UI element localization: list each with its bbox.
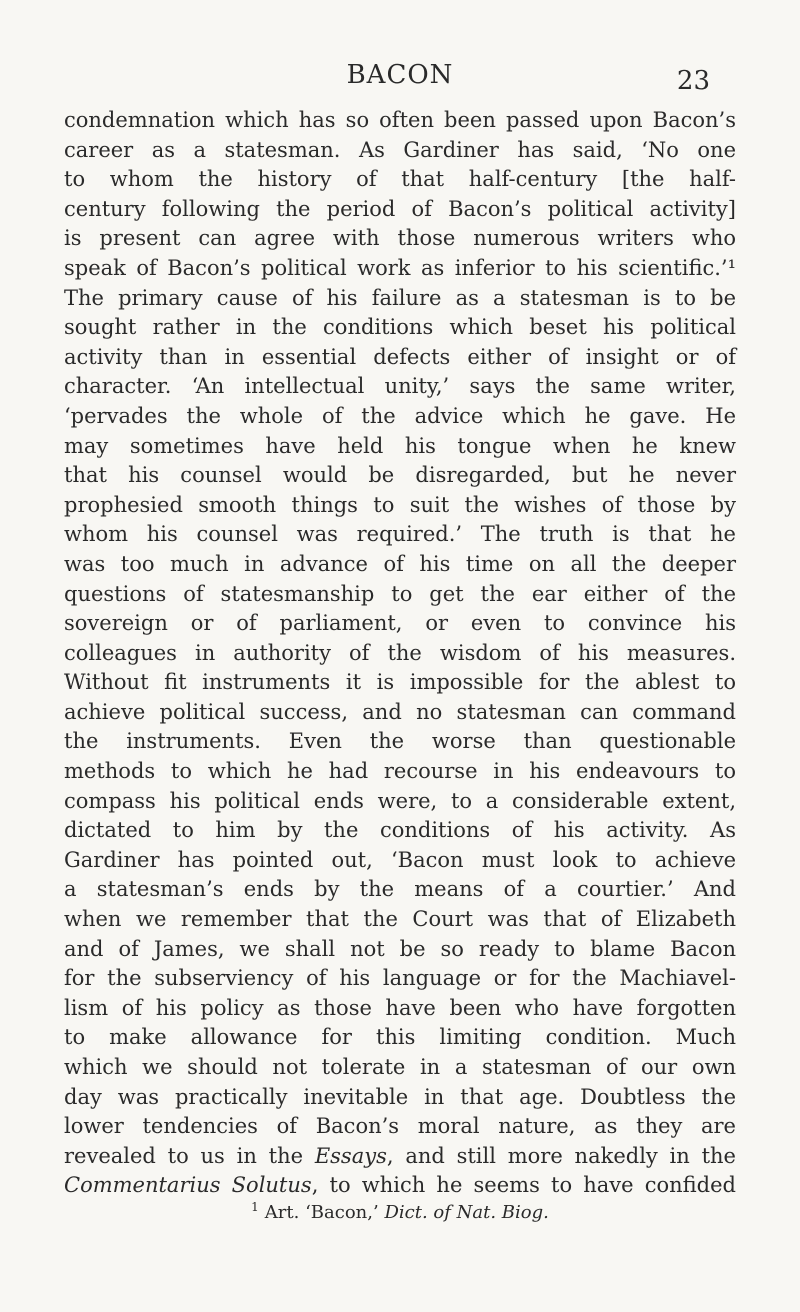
text-line: Commentarius Solutus, to which he seems to have confided [64, 1173, 736, 1198]
text-line: was too much in advance of his time on all the deeper [64, 551, 736, 576]
text-line: which we should not tolerate in a statesman of our own [64, 1055, 736, 1079]
text-line: speak of Bacon’s political work as inferior to his scientific.’¹ [64, 255, 736, 280]
footnote-source: Dict. of Nat. Biog. [384, 1202, 549, 1223]
text-line: achieve political success, and no statesman can command [64, 699, 736, 724]
text-line: colleagues in authority of the wisdom of his measures. [64, 640, 736, 665]
text-line: revealed to us in the Essays, and still more nakedly in the [64, 1143, 736, 1168]
page-number: 23 [676, 66, 710, 96]
footnote [0, 1200, 800, 1223]
text-line: and of James, we shall not be so ready to blame Bacon [64, 936, 736, 961]
text-line: dictated to him by the conditions of his activity. As [64, 818, 736, 843]
text-line: to whom the history of that half-century [the half- [64, 167, 736, 192]
italic-title: Essays [314, 1143, 387, 1168]
text-line: compass his political ends were, to a considerable extent, [64, 788, 736, 813]
text-line: day was practically inevitable in that age. Doubtless the [64, 1084, 736, 1109]
footnote-marker: 1 [251, 1200, 259, 1214]
text-line: sovereign or of parliament, or even to convince his [64, 611, 736, 636]
text-line: for the subserviency of his language or for the Machiavel- [64, 966, 736, 991]
text-line: lower tendencies of Bacon’s moral nature, as they are [64, 1114, 736, 1139]
text-line: a statesman’s ends by the means of a courtier.’ And [64, 877, 736, 902]
text-line: prophesied smooth things to suit the wishes of those by [64, 492, 736, 517]
text-line: whom his counsel was required.’ The truth is that he [64, 522, 736, 547]
footnote-text: Art. ‘Bacon,’ [264, 1202, 385, 1223]
text-line: Without fit instruments it is impossible for the ablest to [64, 670, 736, 695]
text-line: questions of statesmanship to get the ear either of the [64, 581, 736, 606]
italic-title: Commentarius Solutus [64, 1173, 312, 1198]
text-line: may sometimes have held his tongue when he knew [64, 433, 736, 458]
text-line: character. ‘An intellectual unity,’ says the same writer, [64, 374, 736, 399]
text-line: methods to which he had recourse in his endeavours to [64, 759, 736, 784]
text-line: the instruments. Even the worse than questionable [64, 729, 736, 754]
text-line: is present can agree with those numerous writers who [64, 226, 736, 251]
text-line: The primary cause of his failure as a statesman is to be [64, 285, 736, 310]
text-line: sought rather in the conditions which beset his political [64, 315, 736, 340]
text-line: Gardiner has pointed out, ‘Bacon must look to achieve [64, 847, 736, 872]
text-line: to make allowance for this limiting condition. Much [64, 1025, 736, 1050]
text-line: century following the period of Bacon’s political activity] [64, 196, 736, 221]
body-text [64, 106, 736, 1201]
text-line: ‘pervades the whole of the advice which he gave. He [64, 403, 736, 428]
text-line: condemnation which has so often been passed upon Bacon’s [64, 108, 736, 132]
text-line: career as a statesman. As Gardiner has said, ‘No one [64, 137, 736, 162]
text-line: lism of his policy as those have been who have forgotten [64, 995, 736, 1020]
text-line: that his counsel would be disregarded, but he never [64, 463, 736, 488]
page-header [0, 56, 800, 100]
text-line: when we remember that the Court was that of Elizabeth [64, 907, 736, 932]
running-head: BACON [346, 60, 454, 90]
text-line: activity than in essential defects either of insight or of [64, 344, 736, 369]
